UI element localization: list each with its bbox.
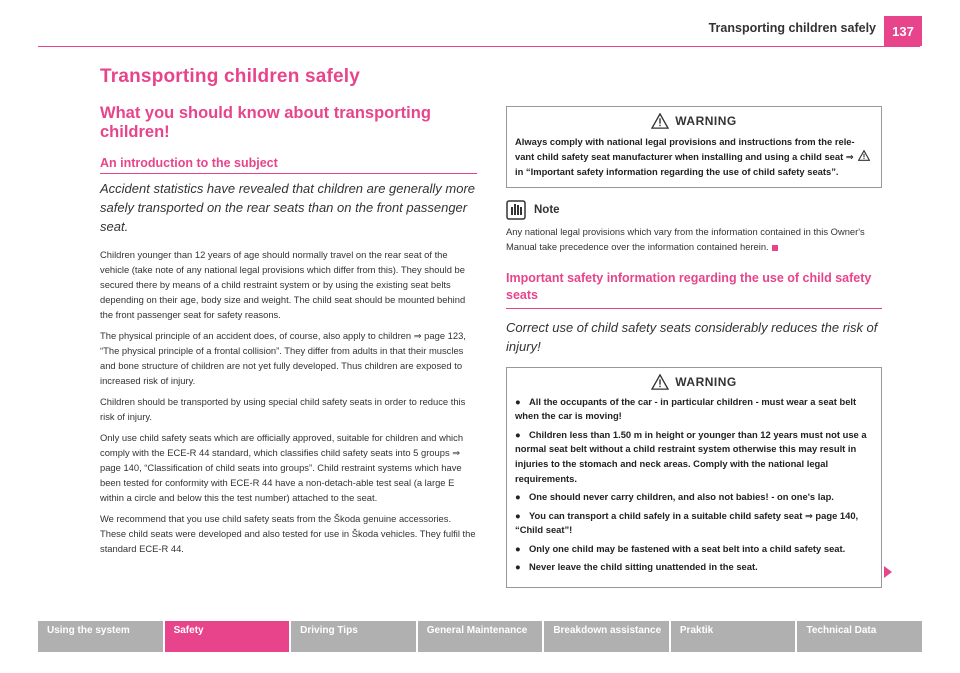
warning-box	[506, 367, 882, 588]
warning-item	[515, 428, 873, 486]
warning-text-start: Always comply with national legal provisions and instructions from the rele-vant child safety seat manufacturer when installing and using a child seat ⇒	[515, 136, 855, 163]
note-hand-icon	[506, 200, 526, 220]
footer-tab-breakdown-assistance[interactable]: Breakdown assistance	[544, 621, 669, 652]
bullet-icon: ●	[515, 428, 521, 440]
warning-item-text: All the occupants of the car - in particular children - must wear a seat belt when the car is moving!	[515, 395, 857, 422]
sub-title-introduction: An introduction to the subject	[100, 156, 477, 174]
footer-tab-safety[interactable]: Safety	[165, 621, 290, 652]
warning-triangle-icon	[651, 113, 669, 129]
warning-box	[506, 106, 882, 188]
header-divider	[38, 46, 920, 47]
warning-triangle-icon	[858, 150, 870, 161]
left-column	[100, 66, 477, 562]
right-column	[506, 106, 882, 598]
paragraph: We recommend that you use child safety seats from the Škoda genuine accessories. These child seats were developed and also tested for use in Škoda vehicles. They fulfil the standard ECE-R 44.	[100, 513, 476, 555]
note-text	[506, 224, 882, 254]
warning-item-text: Only one child may be fastened with a seat belt into a child safety seat.	[529, 542, 846, 554]
warning-item	[515, 490, 873, 505]
warning-title: WARNING	[675, 114, 737, 128]
sub-title-safety-information: Important safety information regarding the use of child safety seats	[506, 270, 882, 309]
warning-item	[515, 560, 873, 575]
note-body: Any national legal provisions which vary from the information contained in this Owner's Manual take precedence over the information contained herein.	[506, 226, 865, 253]
bullet-icon: ●	[515, 395, 521, 407]
page-number: 137	[884, 16, 922, 46]
warning-item-text: Never leave the child sitting unattended in the seat.	[529, 561, 758, 573]
bullet-icon: ●	[515, 542, 521, 554]
warning-header	[515, 374, 873, 390]
bullet-icon: ●	[515, 491, 521, 503]
warning-item-text: You can transport a child safely in a suitable child safety seat ⇒ page 140, “Child seat”!	[515, 509, 859, 536]
warning-item-text: Children less than 1.50 m in height or younger than 12 years must not use a normal seat belt without a child restraint system otherwise this may result in injuries to the stomach and neck areas. Comply with the national legal requirements.	[515, 428, 867, 484]
warning-item-text: One should never carry children, and also not babies! - on one's lap.	[529, 491, 834, 503]
main-title: Transporting children safely	[100, 66, 361, 87]
bullet-icon: ●	[515, 509, 521, 521]
bullet-icon: ●	[515, 561, 521, 573]
page-header	[709, 0, 922, 46]
warning-item	[515, 542, 873, 557]
intro-text: Accident statistics have revealed that children are generally more safely transported on the rear seats than on the front passenger seat.	[100, 181, 476, 234]
footer-tab-praktik[interactable]: Praktik	[671, 621, 796, 652]
note-header	[506, 200, 882, 220]
footer-nav	[38, 621, 922, 652]
paragraph: Children younger than 12 years of age should normally travel on the rear seat of the vehicle (take note of any national legal provisions which differ from this). They should be secured there by means of a child restraint system or by using the existing seat belts depending on their age, body size and weight. The child seat should be mounted behind the front passenger seat for safety reasons.	[100, 248, 466, 320]
warning-triangle-icon	[651, 374, 669, 390]
paragraph: Children should be transported by using special child safety seats in order to reduce this risk of injury.	[100, 395, 466, 422]
footer-tab-using-the-system[interactable]: Using the system	[38, 621, 163, 652]
warning-text-end: in “Important safety information regarding the use of child safety seats”.	[515, 166, 839, 178]
warning-text	[515, 134, 873, 179]
intro-text: Correct use of child safety seats considerably reduces the risk of injury!	[506, 319, 878, 354]
note-title: Note	[534, 204, 560, 217]
warning-title: WARNING	[675, 374, 737, 389]
footer-tab-general-maintenance[interactable]: General Maintenance	[418, 621, 543, 652]
continue-arrow-icon[interactable]	[884, 566, 892, 578]
footer-tab-driving-tips[interactable]: Driving Tips	[291, 621, 416, 652]
section-end-marker	[772, 245, 778, 251]
header-title: Transporting children safely	[708, 21, 876, 35]
paragraph: The physical principle of an accident does, of course, also apply to children ⇒ page 123, “The physical principle of a frontal collision”. They differ from adults in that their muscles and bone structure of children are not yet fully developed. Thus children are exposed to increased risk of injury.	[100, 329, 466, 386]
warning-item	[515, 509, 873, 538]
paragraph: Only use child safety seats which are officially approved, suitable for children and which comply with the ECE-R 44 standard, which classifies child safety seats into 5 groups ⇒ page 140, “Classification of child seats into groups”. Child restraint systems which have been tested for conformity with ECE-R 44 have a non-detach-able test seal (a large E within a circle and below this the test number) attached to the seat.	[100, 432, 464, 504]
warning-header	[515, 113, 873, 129]
warning-item	[515, 395, 873, 424]
section-title: What you should know about transporting children!	[100, 104, 431, 141]
footer-tab-technical-data[interactable]: Technical Data	[797, 621, 922, 652]
